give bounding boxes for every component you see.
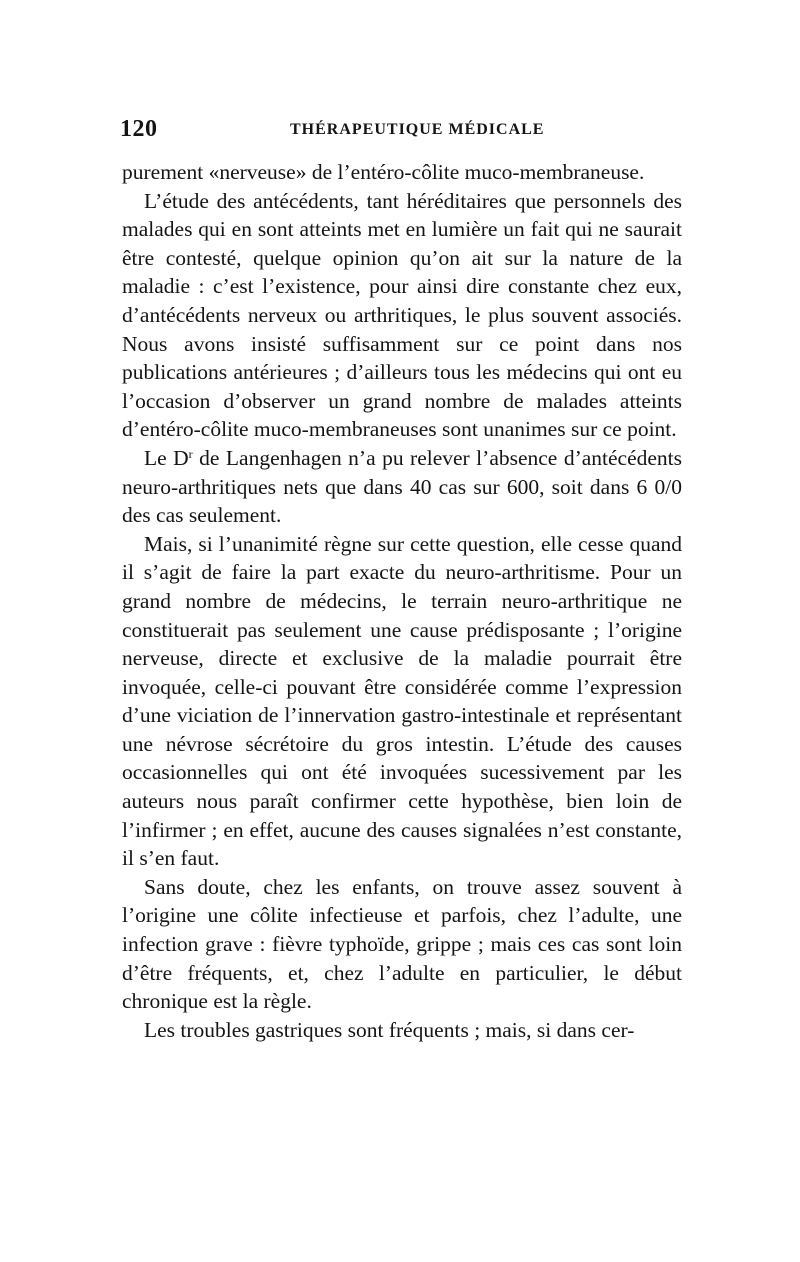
running-title: THÉRAPEUTIQUE MÉDICALE <box>290 121 545 138</box>
body-text <box>122 158 682 1044</box>
page-number: 120 <box>120 116 158 142</box>
paragraph-4: Mais, si l’unanimité règne sur cette question, elle cesse quand il s’agit de faire la part exacte du neuro-arthritisme. Pour un grand nombre de médecins, le terrain neuro-arthritique ne constituerait pas seulement une cause prédisposante ; l’origine nerveuse, directe et exclusive de la maladie pourrait être invoquée, celle-ci pouvant être considérée comme l’expression d’une viciation de l’innervation gastro-intestinale et représentant une névrose sécrétoire du gros intestin. L’étude des causes occasionnelles qui ont été invoquées sucessivement par les auteurs nous paraît confirmer cette hypothèse, bien loin de l’infirmer ; en effet, aucune des causes signalées n’est constante, il s’en faut. <box>122 531 682 871</box>
paragraph-3-rest: de Langenhagen n’a pu relever l’absence d’antécédents neuro-arthritiques nets que dans 40 cas sur 600, soit dans 6 0/0 des cas seulement. <box>122 445 683 528</box>
paragraph-1: purement «nerveuse» de l’entéro-côlite muco-membraneuse. <box>122 160 645 184</box>
paragraph-6: Les troubles gastriques sont fréquents ; mais, si dans cer- <box>144 1017 635 1042</box>
paragraph-3-start: Le D <box>144 445 189 470</box>
paragraph-5: Sans doute, chez les enfants, on trouve assez souvent à l’origine une côlite infectieuse et parfois, chez l’adulte, une infection grave : fièvre typhoïde, grippe ; mais ces cas sont loin d’être fréquents, et, chez l’adulte en particulier, le début chronique est la règle. <box>122 874 682 1014</box>
running-head <box>122 112 682 146</box>
book-page <box>122 112 682 1044</box>
paragraph-2: L’étude des antécédents, tant héréditaires que personnels des malades qui en sont atteints met en lumière un fait qui ne saurait être contesté, quelque opinion qu’on ait sur la nature de la maladie : c’est l’existence, pour ainsi dire constante chez eux, d’antécédents nerveux ou arthritiques, le plus souvent associés. Nous avons insisté suffisamment sur ce point dans nos publications antérieures ; d’ailleurs tous les médecins qui ont eu l’occasion d’observer un grand nombre de malades atteints d’entéro-côlite muco-membraneuses sont unanimes sur ce point. <box>122 188 682 442</box>
doctor-superscript: r <box>188 446 193 461</box>
paragraph-3 <box>122 444 682 530</box>
